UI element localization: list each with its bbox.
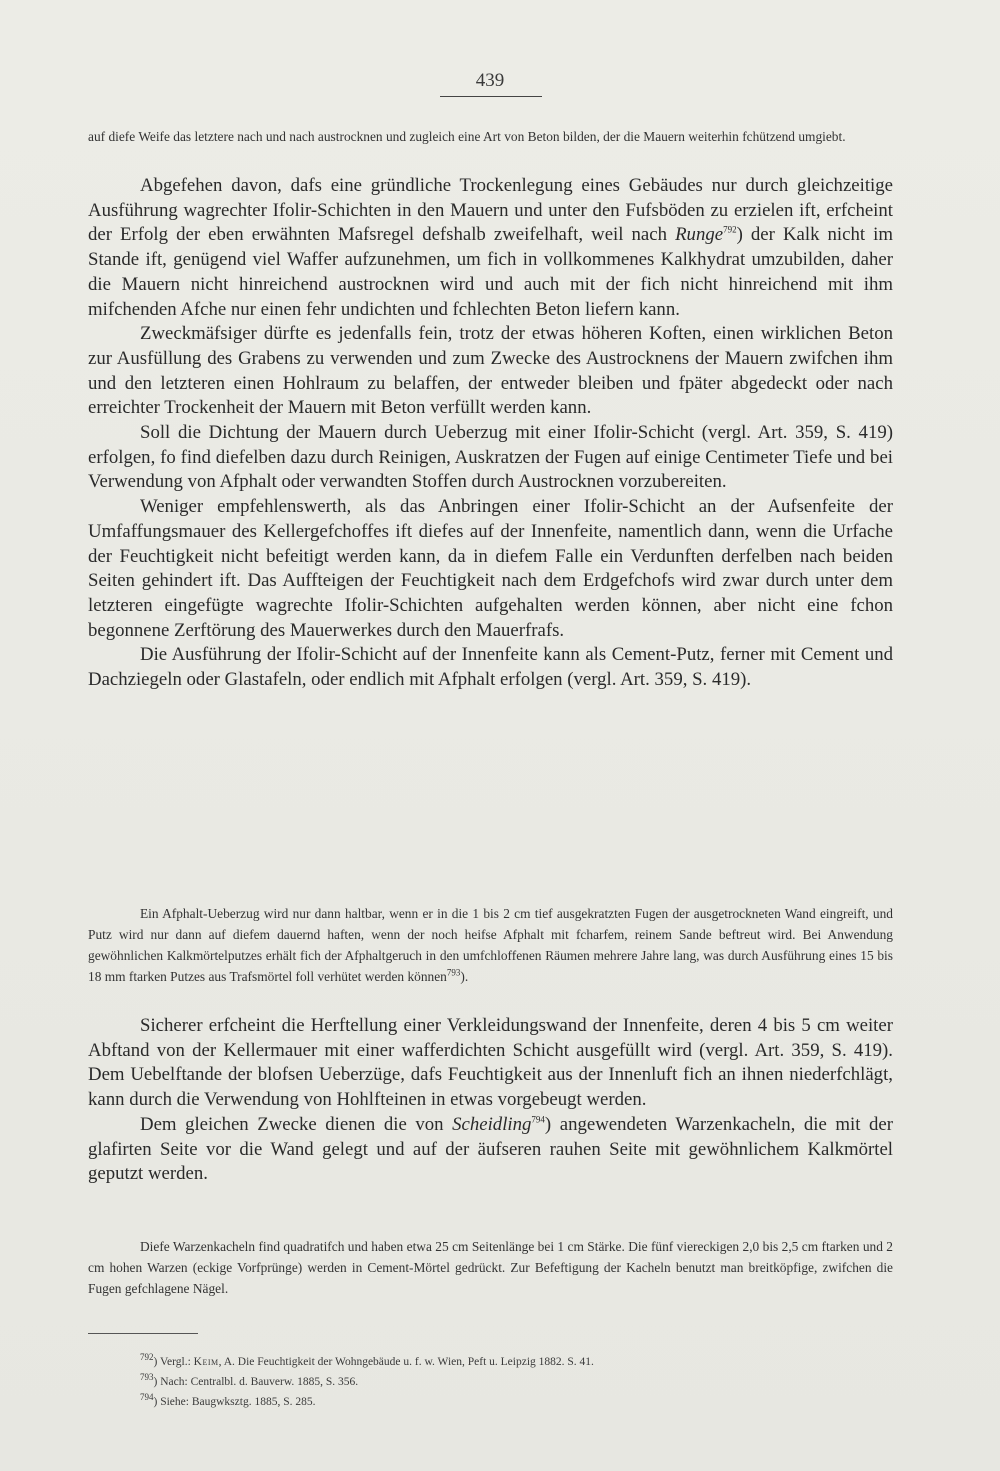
- footnote-pre: Nach:: [160, 1376, 191, 1388]
- intro-small-paragraph: [88, 126, 893, 147]
- footnote-text: Centralbl. d. Bauverw. 1885, S. 356.: [190, 1376, 359, 1388]
- footnote-number: 793: [140, 1372, 154, 1383]
- paragraph-2: Zweckmäfsiger dürfte es jedenfalls fein, trotz der etwas höheren Koften, einen wirklichen Beton zur Ausfüllung des Grabens zu verwenden und zum Zwecke des Austrocknens der Mauern zwifchen ihm und den letzteren einen Hohlraum zu belaffen, der entweder bleiben und fpäter abgedeckt oder nach erreichter Trockenheit der Mauern mit Beton verfüllt werden kann.: [88, 323, 893, 419]
- paragraph-7: [88, 1113, 893, 1187]
- p7-after: ) angewendeten Warzenkacheln, die mit der glafirten Seite vor die Wand gelegt und auf der äufseren rauhen Seite mit gewöhnlichem Kalkmörtel geputzt werden.: [88, 1113, 894, 1185]
- p1-author-name: Runge: [675, 224, 724, 246]
- p1-after: ) der Kalk nicht im Stande ift, genügend viel Waffer aufzunehmen, um fich in vollkommenes Kalkhydrat umzubilden, daher die Mauern nicht hinreichend austrocknen wird und auch mit der fich nicht hinreichend mit ihm mifchenden Afche nur einen fehr undichten und fchlechten Beton liefern kann.: [88, 224, 893, 320]
- footnotes: [140, 1352, 840, 1412]
- small2-text: [88, 903, 893, 987]
- intro-small-text: auf diefe Weife das letztere nach und nach austrocknen und zugleich eine Art von Beton bilden, der die Mauern weiterhin fchützend umgiebt.: [88, 129, 846, 144]
- p7-footnote-ref: 794: [531, 1114, 545, 1125]
- paragraph-5: Die Ausführung der Ifolir-Schicht auf der Innenfeite kann als Cement-Putz, ferner mit Cement und Dachziegeln oder Glastafeln, oder endlich mit Afphalt erfolgen (vergl. Art. 359, S. 419).: [88, 644, 893, 691]
- main-body: [88, 174, 893, 693]
- footnote-number: 792: [140, 1352, 154, 1363]
- header-rule: [440, 96, 542, 97]
- small3-text: Diefe Warzenkacheln find quadratifch und haben etwa 25 cm Seitenlänge bei 1 cm Stärke. Die fünf viereckigen 2,0 bis 2,5 cm ftarken und 2 cm hohen Warzen (eckige Vorfprünge) werden in Cement-Mörtel gedrückt. Zur Befeftigung der Kacheln benutzt man breitköpfige, zwifchen die Fugen gefchlagene Nägel.: [88, 1239, 893, 1296]
- main-body-2: [88, 1014, 893, 1187]
- small2-before: Ein Afphalt-Ueberzug wird nur dann haltbar, wenn er in die 1 bis 2 cm tief ausgekratzten Fugen der ausgetrockneten Wand eingreift, und Putz wird nur dann auf diefem dauernd haften, wenn der noch heifse Afphalt mit fcharfem, reinem Sande beftreut wird. Bei Anwendung gewöhnlichen Kalkmörtelputzes erhält fich der Afphaltgeruch in den umfchloffenen Räumen mehrere Jahre lang, was durch Ausführung eines 15 bis 18 mm ftarken Putzes aus Trafsmörtel foll verhütet werden können: [88, 906, 893, 984]
- footnote-794: $^{794}$) Siehe: Baugwksztg. 1885, S. 285.: [140, 1392, 316, 1408]
- footnote-number: 794: [140, 1392, 154, 1403]
- paragraph-6: Sicherer erfcheint die Herftellung einer Verkleidungswand der Innenfeite, deren 4 bis 5 cm weiter Abftand von der Kellermauer mit einer wafferdichten Schicht ausgefüllt wird (vergl. Art. 359, S. 419). Dem Uebelftande der blofsen Ueberzüge, dafs Feuchtigkeit aus der Innenluft fich an ihnen niederfchlägt, kann durch die Verwendung von Hohlfteinen in etwas vorgebeugt werden.: [88, 1015, 893, 1111]
- footnote-792: $^{792}$) Vergl.: Keim, A. Die Feuchtigkeit der Wohngebäude u. f. w. Wien, Peft u. Leipzig 1882. S. 41.: [140, 1352, 594, 1368]
- footnote-text: , A. Die Feuchtigkeit der Wohngebäude u. f. w. Wien, Peft u. Leipzig 1882. S. 41.: [218, 1356, 594, 1368]
- footnote-text: Baugwksztg. 1885, S. 285.: [191, 1396, 316, 1408]
- footnote-793: $^{793}$) Nach: Centralbl. d. Bauverw. 1885, S. 356.: [140, 1372, 359, 1388]
- paragraph-3: Soll die Dichtung der Mauern durch Ueberzug mit einer Ifolir-Schicht (vergl. Art. 359, S. 419) erfolgen, fo find diefelben dazu durch Reinigen, Auskratzen der Fugen auf einige Centimeter Tiefe und bei Verwendung von Afphalt oder verwandten Stoffen durch Austrocknen vorzubereiten.: [88, 422, 893, 493]
- small-paragraph-2: [88, 903, 893, 987]
- small2-after: ).: [460, 969, 469, 984]
- p1-before: Abgefehen davon, dafs eine gründliche Trockenlegung eines Gebäudes nur durch gleichzeitige Ausführung wagrechter Ifolir-Schichten in den Mauern und unter den Fufsböden zu erzielen ift, erfcheint der Erfolg der eben erwähnten Mafsregel defshalb zweifelhaft, weil nach: [88, 175, 893, 246]
- p7-before: Dem gleichen Zwecke dienen die von: [140, 1113, 444, 1135]
- p7-author-name: Scheidling: [452, 1113, 532, 1135]
- footnote-rule: [88, 1333, 198, 1334]
- paragraph-4: Weniger empfehlenswerth, als das Anbringen einer Ifolir-Schicht an der Aufsenfeite der Umfaffungsmauer des Kellergefchoffes ift diefes auf der Innenfeite, namentlich dann, wenn die Urfache der Feuchtigkeit nicht befeitigt werden kann, da in diefem Falle ein Verdunften derfelben nach beiden Seiten gehindert ift. Das Auffteigen der Feuchtigkeit nach dem Erdgefchofs wird zwar durch unter dem letzteren eingefügte wagrechte Ifolir-Schichten aufgehalten werden können, aber nicht eine fchon begonnene Zerftörung des Mauerwerkes durch den Mauerfrafs.: [88, 496, 893, 641]
- small2-footnote-ref: 793: [446, 967, 461, 978]
- p1-footnote-ref: 792: [723, 225, 737, 236]
- small-paragraph-3: [88, 1236, 893, 1299]
- footnote-author: Keim: [193, 1356, 219, 1368]
- paragraph-1: [88, 174, 893, 322]
- footnote-pre: Siehe:: [160, 1396, 192, 1408]
- footnote-pre: Vergl.:: [160, 1356, 194, 1368]
- page-number: 439: [475, 70, 505, 91]
